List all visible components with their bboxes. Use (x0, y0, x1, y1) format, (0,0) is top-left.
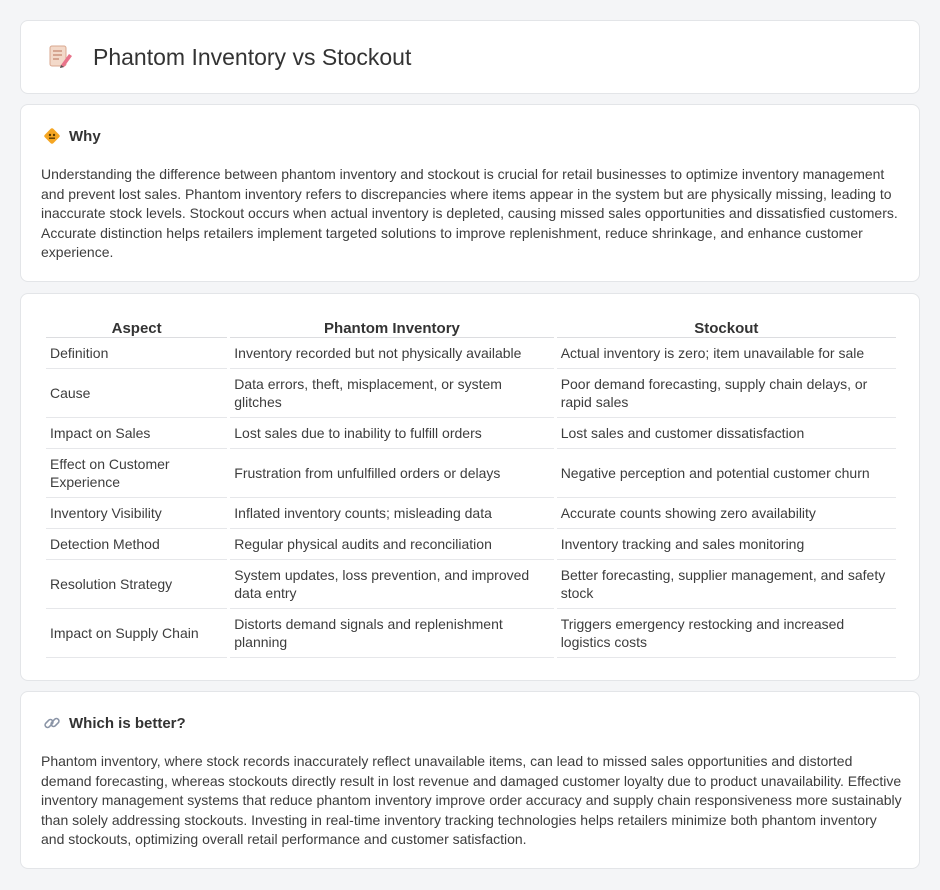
cell-aspect: Inventory Visibility (46, 498, 227, 529)
cell-stockout: Triggers emergency restocking and increased logistics costs (557, 609, 896, 658)
table-header-row (46, 316, 896, 338)
why-title: Why (69, 127, 101, 145)
cell-phantom: Distorts demand signals and replenishment planning (230, 609, 553, 658)
table-row (46, 529, 896, 560)
table-row (46, 449, 896, 498)
cell-phantom: Lost sales due to inability to fulfill orders (230, 418, 553, 449)
cell-stockout: Negative perception and potential customer churn (557, 449, 896, 498)
which-is-better-section (20, 691, 920, 869)
header-phantom-inventory: Phantom Inventory (230, 316, 553, 338)
title-card (20, 20, 920, 94)
cell-phantom: Inflated inventory counts; misleading data (230, 498, 553, 529)
cell-aspect: Effect on Customer Experience (46, 449, 227, 498)
cell-aspect: Definition (46, 338, 227, 369)
cell-phantom: Regular physical audits and reconciliation (230, 529, 553, 560)
page-title: Phantom Inventory vs Stockout (93, 43, 412, 70)
cell-aspect: Impact on Sales (46, 418, 227, 449)
cell-stockout: Lost sales and customer dissatisfaction (557, 418, 896, 449)
diamond-sign-icon (43, 127, 61, 145)
document-pencil-icon (47, 43, 73, 71)
table-row (46, 338, 896, 369)
cell-phantom: Inventory recorded but not physically available (230, 338, 553, 369)
cell-stockout: Better forecasting, supplier management, and safety stock (557, 560, 896, 609)
header-aspect: Aspect (46, 316, 227, 338)
table-row (46, 418, 896, 449)
cell-aspect: Cause (46, 369, 227, 418)
cell-aspect: Impact on Supply Chain (46, 609, 227, 658)
why-section (20, 104, 920, 282)
comparison-table (43, 316, 899, 658)
comparison-table-card (20, 293, 920, 681)
cell-phantom: Data errors, theft, misplacement, or system glitches (230, 369, 553, 418)
cell-stockout: Accurate counts showing zero availability (557, 498, 896, 529)
which-is-better-text: Phantom inventory, where stock records inaccurately reflect unavailable items, can lead to missed sales opportunities and distorted demand forecasting, whereas stockouts directly result in lost revenue and damaged customer loyalty due to product unavailability. Effective inventory management systems that reduce phantom inventory improve order accuracy and supply chain responsiveness more sustainably than solely addressing stockouts. Investing in real-time inventory tracking technologies helps retailers minimize both phantom inventory and stockouts, optimizing overall retail performance and customer satisfaction. (41, 753, 902, 848)
cell-stockout: Inventory tracking and sales monitoring (557, 529, 896, 560)
table-row (46, 498, 896, 529)
cell-phantom: Frustration from unfulfilled orders or delays (230, 449, 553, 498)
cell-aspect: Detection Method (46, 529, 227, 560)
table-row (46, 609, 896, 658)
cell-stockout: Poor demand forecasting, supply chain delays, or rapid sales (557, 369, 896, 418)
header-stockout: Stockout (557, 316, 896, 338)
link-icon (43, 714, 61, 732)
table-row (46, 369, 896, 418)
cell-aspect: Resolution Strategy (46, 560, 227, 609)
cell-stockout: Actual inventory is zero; item unavailable for sale (557, 338, 896, 369)
cell-phantom: System updates, loss prevention, and improved data entry (230, 560, 553, 609)
table-row (46, 560, 896, 609)
why-text: Understanding the difference between phantom inventory and stockout is crucial for retail businesses to optimize inventory management and prevent lost sales. Phantom inventory refers to discrepancies where items appear in the system but are physically missing, leading to inaccurate stock levels. Stockout occurs when actual inventory is depleted, causing missed sales opportunities and dissatisfied customers. Accurate distinction helps retailers implement targeted solutions to improve replenishment, reduce shrinkage, and enhance customer experience. (41, 166, 898, 261)
which-is-better-title: Which is better? (69, 714, 186, 732)
